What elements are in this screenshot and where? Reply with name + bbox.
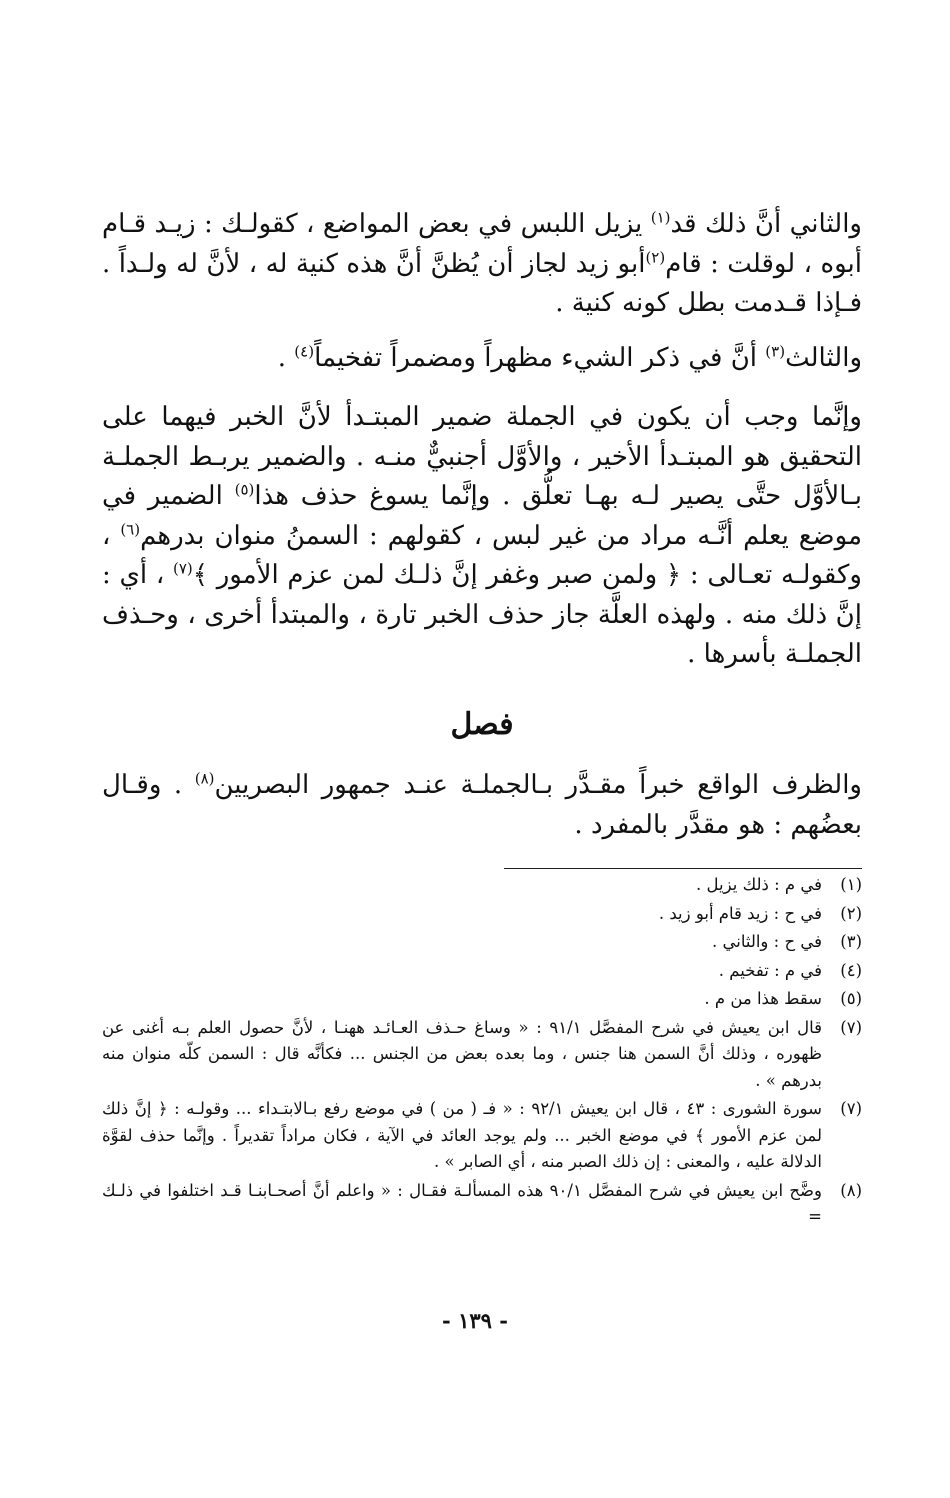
text-span: . [277, 342, 295, 373]
footnote-ref-3[interactable]: (٣) [765, 341, 786, 360]
footnote-text: سورة الشورى : ٤٣ ، قال ابن يعيش ٩٢/١ : « فـ ( من ) في موضع رفع بـالابتـداء ... وقولـه : ﴿ إنَّ ذلك لمن عزم الأمور ﴾ في موضع الخبر ... ولم يوجد العائد في الآية ، فكان مراداً تقديراً . وإنَّما حذف لقوَّة الدلالة عليه ، والمعنى : إن ذلك الصبر منه ، أي الصابر » . [102, 1099, 822, 1171]
text-span: الضمير في موضع يعلم أنَّـه مراد من غير لبس ، كقولهم : السمنُ منوان بدرهم [102, 481, 862, 551]
text-span: والثاني أنَّ ذلك قد [670, 209, 862, 239]
text-span: أبو زيد لجاز أن يُظنَّ أنَّ هذه كنية له ، لأنَّ له ولـداً . فـإذا قـدمت بطل كونه كنية . [102, 248, 862, 318]
footnote-text: وضَّح ابن يعيش في شرح المفصَّل ٩٠/١ هذه المسألـة فقـال : « واعلم أنَّ أصحـابنـا قـد اختلفوا في ذلـك = [102, 1180, 822, 1226]
text-span: وإنَّما وجب أن يكون في الجملة ضمير المبتـدأ لأنَّ الخبر فيهما على التحقيق هو المبتـدأ الأخير ، والأوَّل أجنبيٌّ منـه . والضمير يربـط الجملـة بـالأوَّل حتَّى يصير لـه بهـا تعلُّق . وإنَّما يسوغ حذف هذا [102, 402, 863, 511]
text-span: والظرف الواقع خبراً مقـدَّر بـالجملـة عنـد جمهور البصريين [214, 770, 862, 800]
footnote-text: في ح : والثاني . [711, 932, 822, 951]
page-number: - ١٣٩ - [442, 1308, 508, 1333]
footnote-number: (٨) [840, 1180, 862, 1200]
footnote-ref-4[interactable]: (٤) [294, 341, 315, 360]
footnote-text: في م : تفخيم . [718, 960, 822, 980]
main-text [102, 205, 862, 845]
footnote-text: قال ابن يعيش في شرح المفصَّل ٩١/١ : « وساغ حـذف العـائـد ههنـا ، لأنَّ حصول العلم بـه أغنى عن ظهوره ، وذلك أنَّ السمن هنا جنس ، وما بعده بعض من الجنس ... فكأنَّه قال : السمن كلّه منوان منه بدرهم » . [102, 1017, 823, 1090]
footnote [102, 929, 862, 956]
text-span: أنَّ في ذكر الشيء مظهراً ومضمراً تفخيماً [314, 342, 766, 373]
footnote [102, 986, 862, 1013]
footnotes [102, 872, 862, 1233]
footnote-number: (٥) [840, 989, 862, 1008]
footnote [102, 901, 862, 928]
footnote-number: (٧) [840, 1099, 862, 1118]
text-span: ، وكقولـه تعـالى : ﴿ ولمن صبر وغفر إنَّ ذلـك لمن عزم الأمور ﴾ [102, 520, 862, 590]
footnote [102, 1015, 862, 1095]
footnote-ref-1[interactable]: (١) [650, 208, 671, 227]
footnote [102, 1096, 862, 1176]
footnote-ref-5[interactable]: (٥) [234, 480, 255, 499]
text-span: والثالث [785, 342, 862, 373]
footnote-text: في ح : زيد قام أبو زيد . [658, 903, 822, 923]
footnote-ref-2[interactable]: (٢) [645, 247, 666, 266]
paragraph-2 [102, 339, 862, 379]
paragraph-4 [102, 766, 862, 845]
paragraph-1 [102, 205, 862, 324]
paragraph-3 [102, 398, 862, 675]
footnote-ref-8[interactable]: (٨) [194, 769, 215, 788]
footnote-number: (١) [840, 875, 862, 894]
text-span: يزيل اللبس في بعض المواضع ، كقولـك : زيـد قـام أبوه ، لوقلت : قام [102, 209, 862, 279]
footnote [102, 1178, 862, 1231]
section-heading: فصل [450, 706, 514, 742]
footnote-text: في م : ذلك يزيل . [696, 875, 822, 894]
text-span: ، أي : إنَّ ذلك منه . ولهذه العلَّة جاز حذف الخبر تارة ، والمبتدأ أخرى ، وحـذف الجملـة بأسرها . [102, 560, 862, 669]
footnote [102, 958, 862, 985]
text-span: . وقـال بعضُهم : هو مقدَّر بالمفرد . [102, 770, 862, 840]
footnote-ref-7[interactable]: (٧) [172, 559, 193, 578]
footnote-ref-6[interactable]: (٦) [120, 519, 141, 538]
footnote-number: (٤) [840, 960, 862, 980]
footnote-number: (٣) [840, 932, 862, 951]
footnote-text: سقط هذا من م . [704, 989, 822, 1008]
footnote-number: (٧) [840, 1017, 862, 1037]
footnote-separator [504, 868, 862, 869]
footnote [102, 872, 862, 899]
footnote-number: (٢) [840, 903, 862, 923]
